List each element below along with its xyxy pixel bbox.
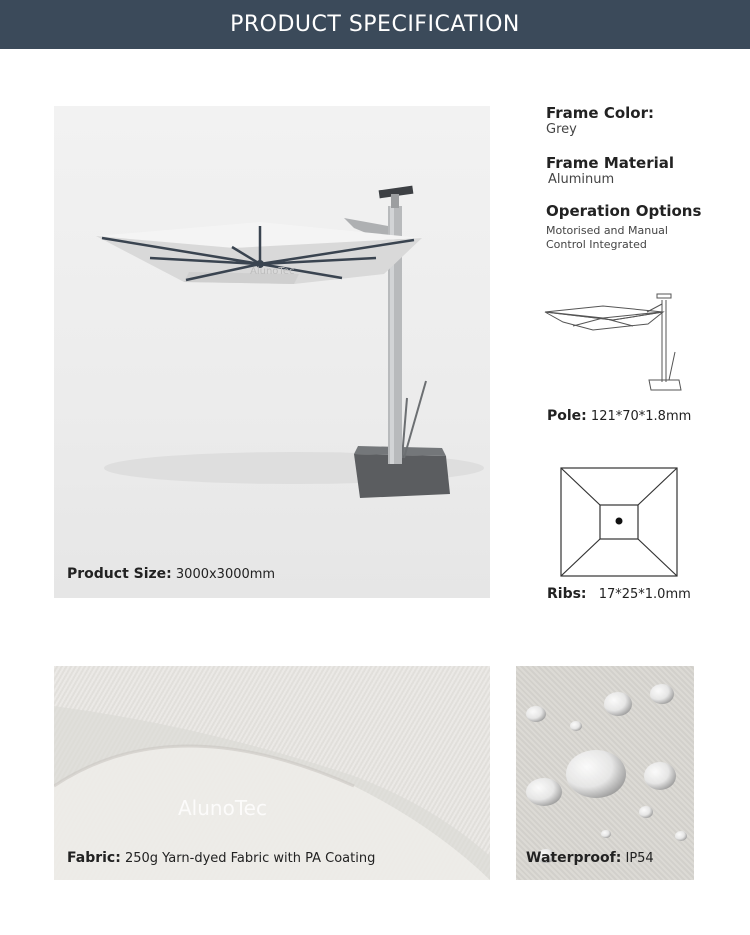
operation-value-line2: Control Integrated xyxy=(546,238,647,251)
umbrella-illustration xyxy=(54,106,490,598)
pole-caption xyxy=(547,408,691,424)
fabric-fold xyxy=(54,666,490,880)
waterproof-label: Waterproof: xyxy=(526,850,622,866)
fabric-caption xyxy=(67,850,375,866)
fabric-watermark: AlunoTec xyxy=(178,796,267,820)
product-size-caption xyxy=(67,566,275,582)
frame-color-spec xyxy=(546,104,654,137)
frame-color-label: Frame Color: xyxy=(546,104,654,122)
pole-value: 121*70*1.8mm xyxy=(590,409,692,424)
operation-value-line1: Motorised and Manual xyxy=(546,224,668,237)
fabric-value: 250g Yarn-dyed Fabric with PA Coating xyxy=(124,851,376,866)
pole-diagram xyxy=(543,290,693,400)
waterproof-caption xyxy=(526,850,654,866)
ribs-diagram xyxy=(560,467,678,577)
frame-material-value: Aluminum xyxy=(548,172,615,187)
operation-spec xyxy=(546,202,701,252)
product-photo xyxy=(54,106,490,598)
fabric-label: Fabric: xyxy=(67,850,121,866)
frame-material-label: Frame Material xyxy=(546,154,675,172)
ribs-value: 17*25*1.0mm xyxy=(598,587,691,602)
pole-label: Pole: xyxy=(547,408,587,424)
header-bar xyxy=(0,0,750,49)
waterproof-value: IP54 xyxy=(625,851,654,866)
product-size-value: 3000x3000mm xyxy=(175,567,276,582)
photo-watermark: AlunoTec xyxy=(250,266,295,277)
ribs-caption xyxy=(547,586,691,602)
frame-color-value: Grey xyxy=(546,122,577,137)
fabric-photo xyxy=(54,666,490,880)
waterproof-photo xyxy=(516,666,694,880)
water-droplets xyxy=(516,666,694,880)
operation-label: Operation Options xyxy=(546,202,702,220)
product-size-label: Product Size: xyxy=(67,566,172,582)
frame-material-spec xyxy=(546,154,674,187)
ribs-label: Ribs: xyxy=(547,586,587,602)
page-title: PRODUCT SPECIFICATION xyxy=(230,12,520,37)
